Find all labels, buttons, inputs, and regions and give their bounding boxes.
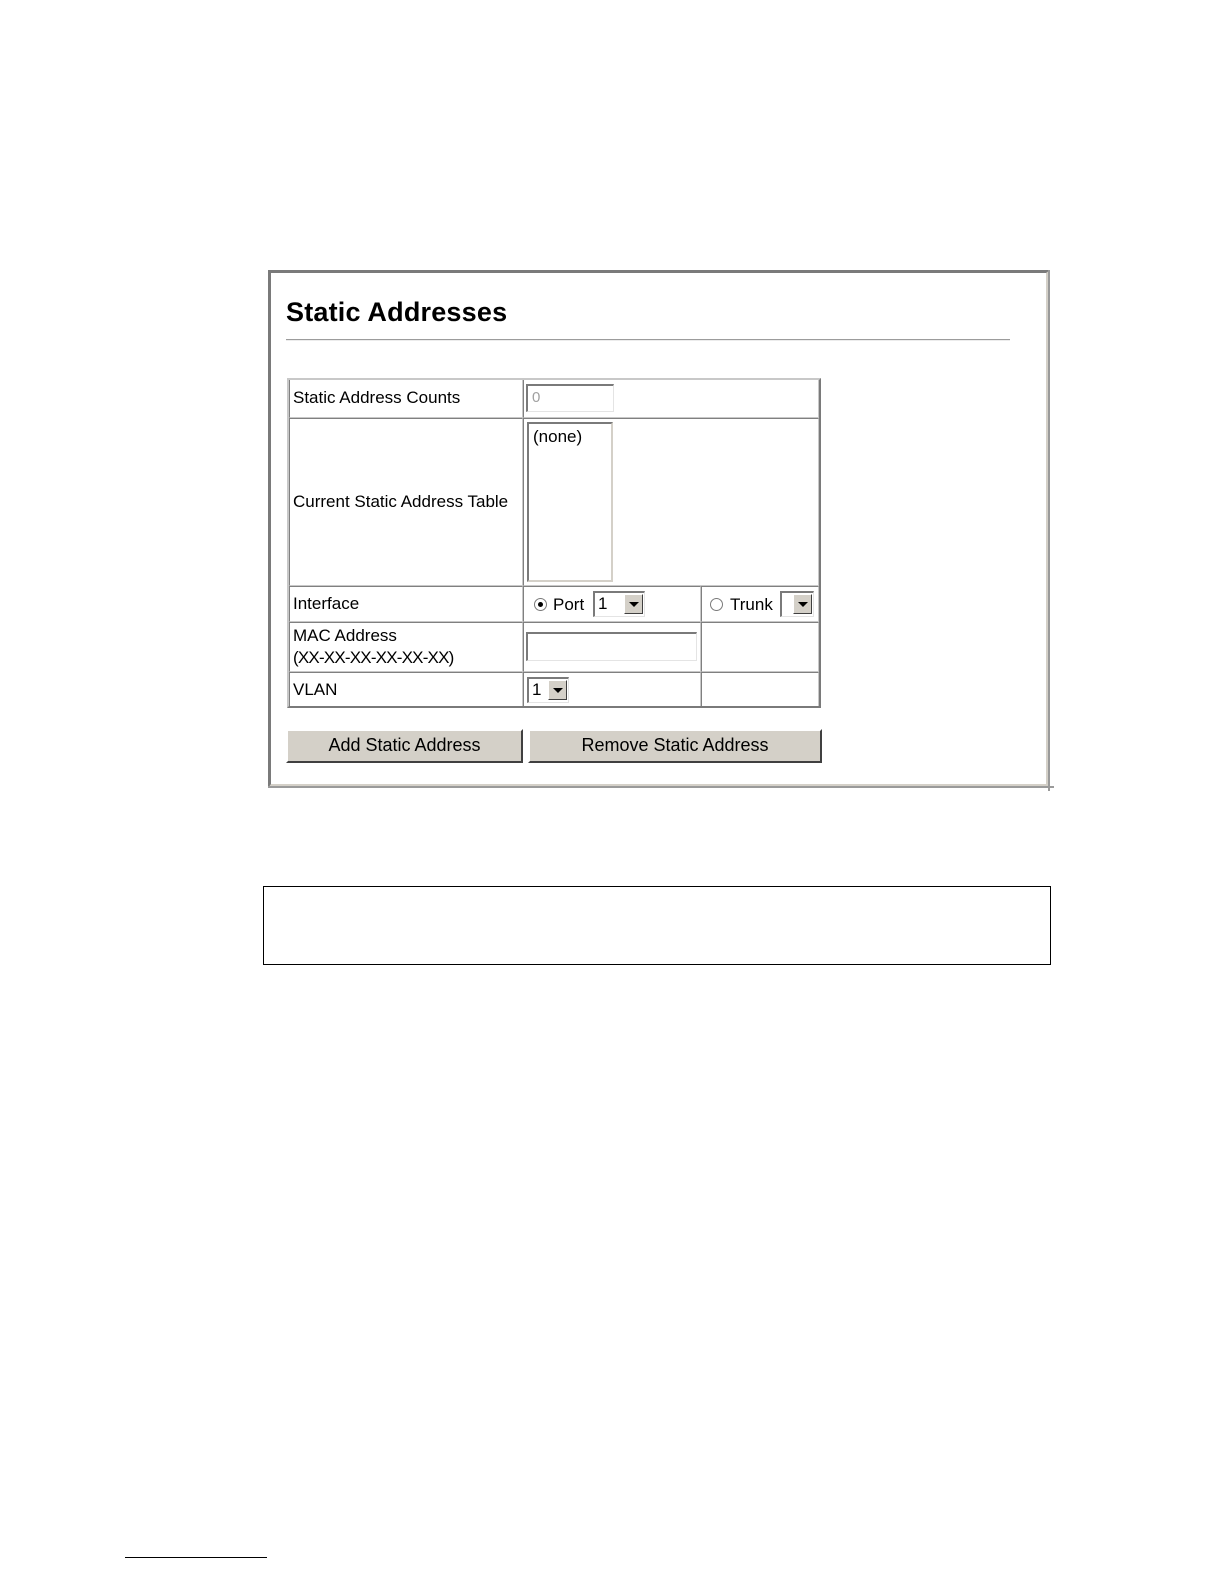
- chevron-down-icon[interactable]: [793, 594, 812, 614]
- value-cell: [523, 672, 701, 708]
- vlan-label: VLAN: [293, 680, 338, 699]
- row-interface: [287, 586, 821, 622]
- static-address-table: [287, 378, 821, 708]
- footnote-rule: [125, 1557, 267, 1558]
- page-title: Static Addresses: [286, 297, 508, 327]
- remove-static-address-button[interactable]: Remove Static Address: [528, 729, 822, 763]
- port-select-value: 1: [598, 594, 608, 613]
- value-cell: [523, 378, 819, 418]
- port-label: Port: [553, 595, 585, 614]
- mac-address-input[interactable]: [526, 632, 697, 661]
- label-cell: [289, 378, 523, 418]
- value-cell: [523, 418, 819, 586]
- trunk-cell: [701, 586, 819, 622]
- mac-address-label: MAC Address: [293, 626, 397, 645]
- vlan-select-value: 1: [532, 680, 542, 699]
- vlan-select[interactable]: [527, 677, 569, 703]
- add-static-address-button[interactable]: Add Static Address: [286, 729, 523, 763]
- trunk-select[interactable]: [780, 591, 814, 617]
- empty-note-box: [263, 886, 1051, 965]
- label-cell: [289, 418, 523, 586]
- port-cell: [523, 586, 701, 622]
- row-vlan: [287, 672, 821, 708]
- trunk-radio[interactable]: [710, 598, 723, 611]
- row-mac-address: [287, 622, 821, 672]
- mac-address-format-hint: (XX-XX-XX-XX-XX-XX): [293, 648, 454, 667]
- label-cell: [289, 622, 523, 672]
- current-static-address-table-label: Current Static Address Table: [293, 492, 509, 511]
- chevron-down-icon[interactable]: [548, 680, 567, 700]
- port-select[interactable]: [593, 591, 645, 617]
- row-current-static-address-table: [287, 418, 821, 586]
- value-cell: [523, 622, 701, 672]
- label-cell: [289, 672, 523, 708]
- label-cell: [289, 586, 523, 622]
- trunk-label: Trunk: [730, 595, 773, 614]
- list-item[interactable]: (none): [533, 427, 583, 446]
- static-address-counts-label: Static Address Counts: [293, 388, 461, 407]
- row-static-address-counts: [287, 378, 821, 418]
- chevron-down-icon[interactable]: [624, 594, 643, 614]
- port-radio[interactable]: [534, 598, 547, 611]
- title-divider: [286, 339, 1010, 341]
- frame-shadow-right: [1048, 270, 1050, 791]
- interface-label: Interface: [293, 594, 360, 613]
- frame-shadow-bottom: [268, 786, 1054, 788]
- empty-cell: [701, 622, 819, 672]
- empty-cell: [701, 672, 819, 708]
- screenshot-frame: [268, 270, 1050, 788]
- static-address-listbox[interactable]: [527, 422, 613, 582]
- static-address-counts-field: 0: [526, 384, 614, 412]
